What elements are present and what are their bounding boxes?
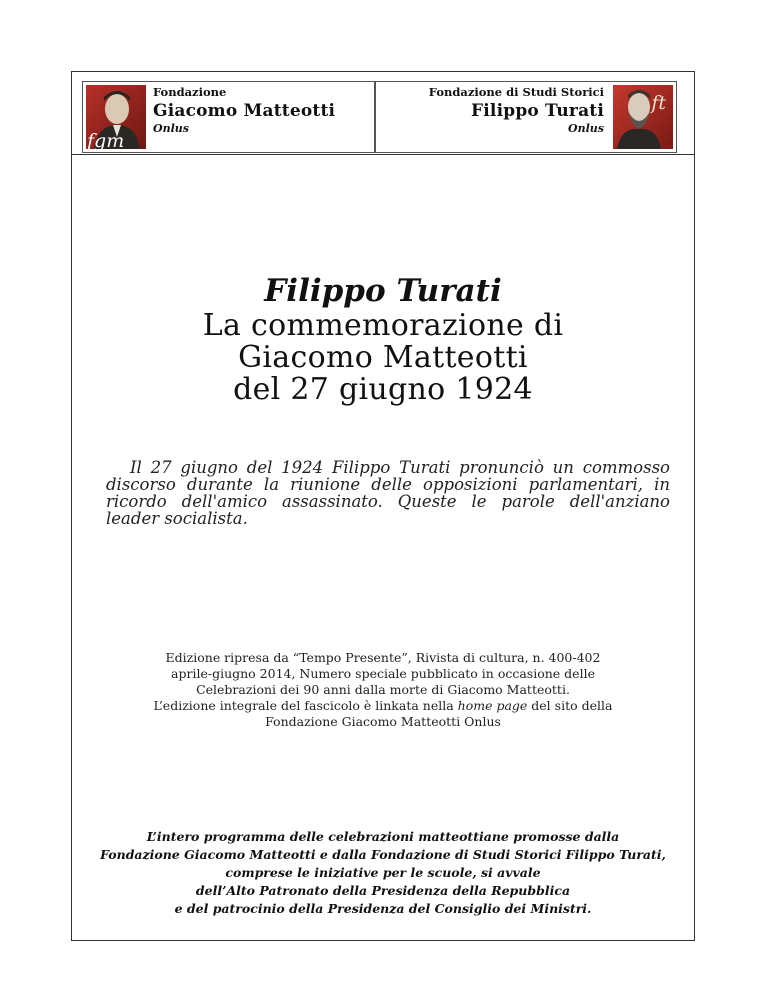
- header: [72, 72, 694, 155]
- left-header-line1: Fondazione: [153, 85, 227, 99]
- edition-line4: [72, 698, 694, 714]
- home-page-link[interactable]: home page: [457, 698, 528, 713]
- program-line1: L’intero programma delle celebrazioni matteottiane promosse dalla: [146, 829, 620, 844]
- logo-matteotti: [82, 81, 375, 153]
- program-line2: Fondazione Giacomo Matteotti e dalla Fondazione di Studi Storici Filippo Turati,: [100, 847, 666, 862]
- title-line2: Giacomo Matteotti: [238, 340, 528, 375]
- edition-note: [72, 650, 694, 730]
- title-block: [72, 272, 694, 406]
- program-line4: dell’Alto Patronato della Presidenza della Repubblica: [195, 883, 571, 898]
- program-line5: e del patrocinio della Presidenza del Consiglio dei Ministri.: [174, 901, 592, 916]
- right-header-onlus: Onlus: [568, 122, 604, 135]
- edition-line4-pre: L’edizione integrale del fascicolo è linkata nella: [153, 698, 458, 713]
- fgm-badge: fgm: [87, 130, 125, 152]
- title-line1: La commemorazione di: [202, 308, 564, 343]
- edition-line5: Fondazione Giacomo Matteotti Onlus: [265, 714, 501, 729]
- right-header-line1: Fondazione di Studi Storici: [428, 85, 604, 99]
- edition-line2: aprile-giugno 2014, Numero speciale pubblicato in occasione delle: [171, 666, 595, 681]
- program-note: [72, 828, 694, 918]
- edition-line4-post: del sito della: [527, 698, 613, 713]
- edition-line1: Edizione ripresa da “Tempo Presente”, Rivista di cultura, n. 400-402: [165, 650, 601, 665]
- program-line3: comprese le iniziative per le scuole, si avvale: [225, 865, 541, 880]
- page-frame: [71, 71, 695, 941]
- title-author: Filippo Turati: [264, 273, 502, 309]
- intro-paragraph: Il 27 giugno del 1924 Filippo Turati pronunciò un commosso discorso durante la riunione delle opposizioni parlamentari, in ricordo dell'amico assassinato. Queste le parole dell'anziano leader socialista.: [106, 458, 670, 528]
- logo-turati: [375, 81, 677, 153]
- edition-line3: Celebrazioni dei 90 anni dalla morte di Giacomo Matteotti.: [196, 682, 570, 697]
- title-line3: del 27 giugno 1924: [233, 372, 533, 407]
- right-header-title: Filippo Turati: [470, 101, 604, 121]
- left-header-onlus: Onlus: [153, 122, 189, 135]
- ft-badge: ft: [651, 92, 666, 114]
- left-header-title: Giacomo Matteotti: [153, 101, 336, 121]
